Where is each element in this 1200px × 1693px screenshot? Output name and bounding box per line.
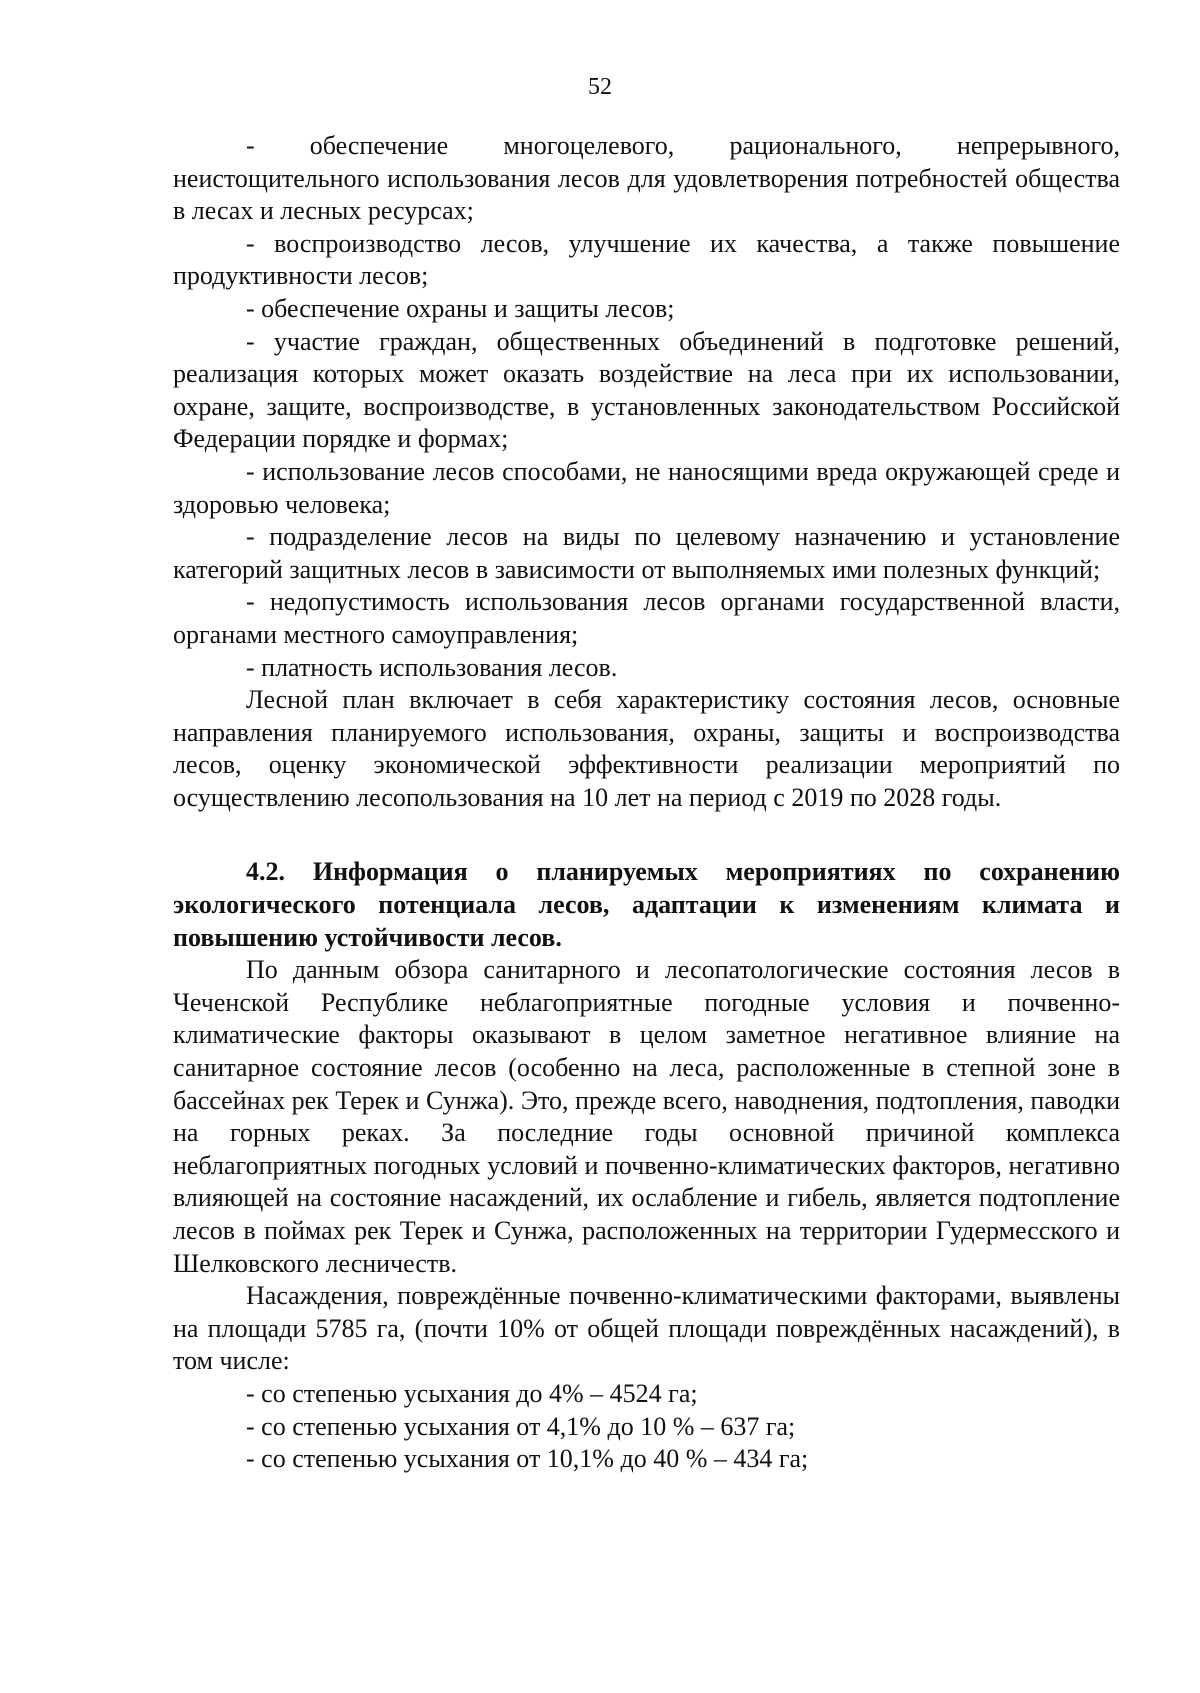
page-number: 52	[588, 74, 612, 100]
paragraph: - обеспечение многоцелевого, рационального, непрерывного, неистощительного использования лесов для удовлетворения потребностей общества в лесах и лесных ресурсах;	[173, 131, 1120, 226]
paragraph: - использование лесов способами, не наносящими вреда окружающей среде и здоровью человека;	[173, 456, 1120, 519]
paragraph: - участие граждан, общественных объединений в подготовке решений, реализация которых может оказать воздействие на леса при их использовании, охране, защите, воспроизводстве, в установленных законодательством Российской Федерации порядке и формах;	[173, 326, 1120, 454]
paragraph: Лесной план включает в себя характеристику состояния лесов, основные направления планируемого использования, охраны, защиты и воспроизводства лесов, оценку экономической эффективности реализации мероприятий по осуществлению лесопользования на 10 лет на период с 2019 по 2028 годы.	[173, 685, 1120, 812]
list-item: - со степенью усыхания от 10,1% до 40 % – 434 га;	[246, 1444, 809, 1474]
section-heading: 4.2. Информация о планируемых мероприятиях по сохранению экологического потенциала лесов, адаптации к изменениям климата и повышению устойчивости лесов.	[173, 857, 1120, 952]
document-body	[173, 130, 1120, 1476]
paragraph: - обеспечение охраны и защиты лесов;	[246, 293, 675, 323]
paragraph: По данным обзора санитарного и лесопатологические состояния лесов в Чеченской Республике неблагоприятные погодные условия и почвенно-климатические факторы оказывают в целом заметное негативное влияние на санитарное состояние лесов (особенно на леса, расположенные в степной зоне в бассейнах рек Терек и Сунжа). Это, прежде всего, наводнения, подтопления, паводки на горных реках. За последние годы основной причиной комплекса неблагоприятных погодных условий и почвенно-климатических факторов, негативно влияющей на состояние насаждений, их ослабление и гибель, является подтопление лесов в поймах рек Терек и Сунжа, расположенных на территории Гудермесского и Шелковского лесничеств.	[173, 955, 1120, 1278]
paragraph: - воспроизводство лесов, улучшение их качества, а также повышение продуктивности лесов;	[173, 228, 1120, 291]
paragraph: - недопустимость использования лесов органами государственной власти, органами местного самоуправления;	[173, 587, 1120, 649]
paragraph: - подразделение лесов на виды по целевому назначению и установление категорий защитных лесов в зависимости от выполняемых ими полезных функций;	[173, 522, 1120, 584]
list-item: - со степенью усыхания от 4,1% до 10 % – 637 га;	[246, 1411, 796, 1441]
list-item: - со степенью усыхания до 4% – 4524 га;	[246, 1378, 698, 1408]
paragraph: Насаждения, повреждённые почвенно-климатическими факторами, выявлены на площади 5785 га, (почти 10% от общей площади повреждённых насаждений), в том числе:	[173, 1281, 1120, 1376]
paragraph: - платность использования лесов.	[246, 652, 618, 682]
